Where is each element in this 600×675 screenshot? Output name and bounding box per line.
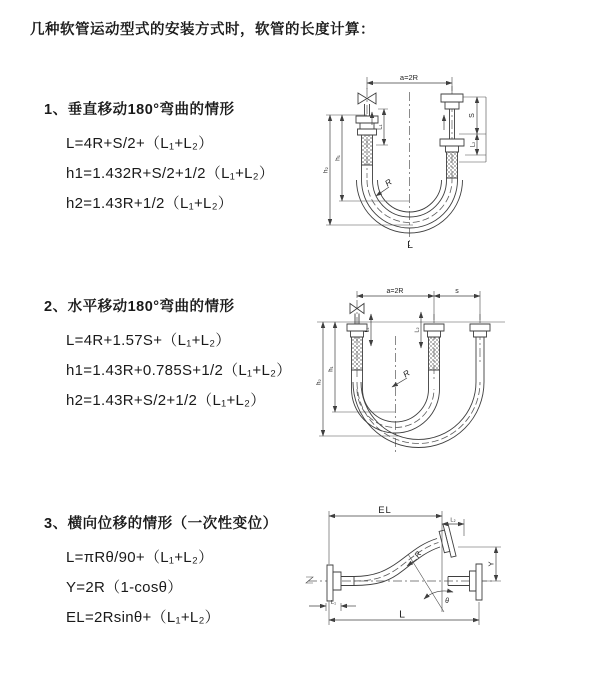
valve-icon: [367, 93, 376, 104]
radius-leader: [392, 378, 407, 387]
right-hose-braid: [447, 152, 458, 178]
dim-label-theta: θ: [445, 598, 449, 605]
dim-label-l1: L₁: [377, 124, 384, 130]
hose2-arc-inner: [361, 382, 476, 439]
dim-label-r: R: [412, 549, 424, 560]
upper-flange: [438, 523, 456, 559]
left-fitting-flange: [356, 116, 378, 123]
right-fitting-nut: [474, 331, 487, 337]
right-fitting-flange: [470, 324, 490, 331]
section-3: [44, 512, 314, 633]
section-1: [44, 98, 314, 219]
formula-h1: h1=1.43R+0.785S+1/2（L₁+L₂）: [66, 362, 292, 379]
dim-label-l2: L₂: [470, 141, 477, 148]
dim-label-h2: h₂: [316, 379, 323, 385]
radius-leader: [376, 187, 389, 196]
dim-label-a2r: a=2R: [386, 288, 404, 295]
ext-line: [357, 291, 480, 320]
mid-fitting-flange: [424, 324, 444, 331]
dim-label-s: s: [455, 288, 459, 295]
dim-label-l1: L₁: [364, 327, 371, 333]
hose-bottom-wall: [354, 547, 440, 586]
dim-label-r: R: [382, 176, 394, 189]
formula-h2: h2=1.43R+S/2+1/2（L₁+L₂）: [66, 392, 266, 409]
dim-label-l1: L₁: [331, 600, 336, 606]
dim-label-l: L: [399, 608, 405, 621]
ext-line: [459, 97, 486, 162]
formula-h1: h1=1.432R+S/2+1/2（L₁+L₂）: [66, 165, 275, 182]
section-1-heading: 1、垂直移动180°弯曲的情形: [44, 102, 235, 118]
dim-label-r: R: [400, 367, 412, 380]
dim-label-a2r: a=2R: [399, 73, 419, 82]
dim-label-l2: L₂: [450, 517, 456, 524]
mid-fitting-nut: [428, 331, 441, 337]
section-2: [44, 295, 314, 416]
section-3-heading: 3、横向位移的情形（一次性变位）: [44, 516, 278, 532]
page-title: 几种软管运动型式的安装方式时，软管的长度计算：: [30, 22, 375, 38]
left-flange-hub: [333, 572, 341, 590]
theta-line: [408, 554, 444, 612]
formula-L: L=4R+1.57S+（L₁+L₂）: [66, 332, 231, 349]
dim-label-h1: h₁: [334, 155, 342, 161]
left-flange-plate: [327, 565, 333, 601]
dim-label-s: S: [469, 113, 476, 118]
formula-L: L=πRθ/90+（L₁+L₂）: [66, 549, 214, 566]
dim-label-h1: h₁: [328, 366, 335, 372]
diagram-lateral-displacement: [296, 502, 596, 652]
valve-icon: [358, 93, 367, 104]
left-fitting-nut: [351, 331, 364, 337]
diagram-horizontal-180: [309, 284, 591, 464]
formula-EL: EL=2Rsinθ+（L₁+L₂）: [66, 609, 220, 626]
hose2-arc-outer: [353, 382, 484, 448]
right-fitting-top-flange: [441, 94, 463, 102]
valve-icon: [357, 304, 364, 314]
left-hose-braid: [352, 337, 363, 370]
dim-label-l2: L₂: [414, 327, 421, 333]
mid-hose-braid: [429, 337, 440, 370]
formula-h2: h2=1.43R+1/2（L₁+L₂）: [66, 195, 234, 212]
section-1-formulas: [66, 129, 314, 219]
right-fitting-low-flange: [440, 139, 464, 146]
break-mark: [306, 577, 313, 583]
hose-top-wall: [354, 539, 437, 577]
right-fitting-top-nut: [445, 102, 459, 109]
section-2-formulas: [66, 326, 314, 416]
lower-flange-hub: [470, 571, 477, 591]
section-2-heading: 2、水平移动180°弯曲的情形: [44, 299, 235, 315]
formula-L: L=4R+S/2+（L₁+L₂）: [66, 135, 214, 152]
formula-Y: Y=2R（1-cosθ）: [66, 579, 183, 596]
dim-label-h2: h₂: [322, 166, 330, 174]
dim-label-l: L: [407, 239, 413, 251]
left-hose-braid: [362, 135, 373, 165]
section-3-formulas: [66, 543, 314, 633]
valve-icon: [350, 304, 357, 314]
lower-flange-plate: [476, 564, 482, 600]
left-fitting-hex: [358, 129, 377, 135]
diagram-vertical-180: [309, 68, 591, 262]
dim-label-y: Y: [486, 561, 496, 567]
right-fitting-low-nut: [446, 146, 459, 152]
dim-label-el: EL: [378, 505, 392, 516]
ext-line: [329, 511, 442, 612]
